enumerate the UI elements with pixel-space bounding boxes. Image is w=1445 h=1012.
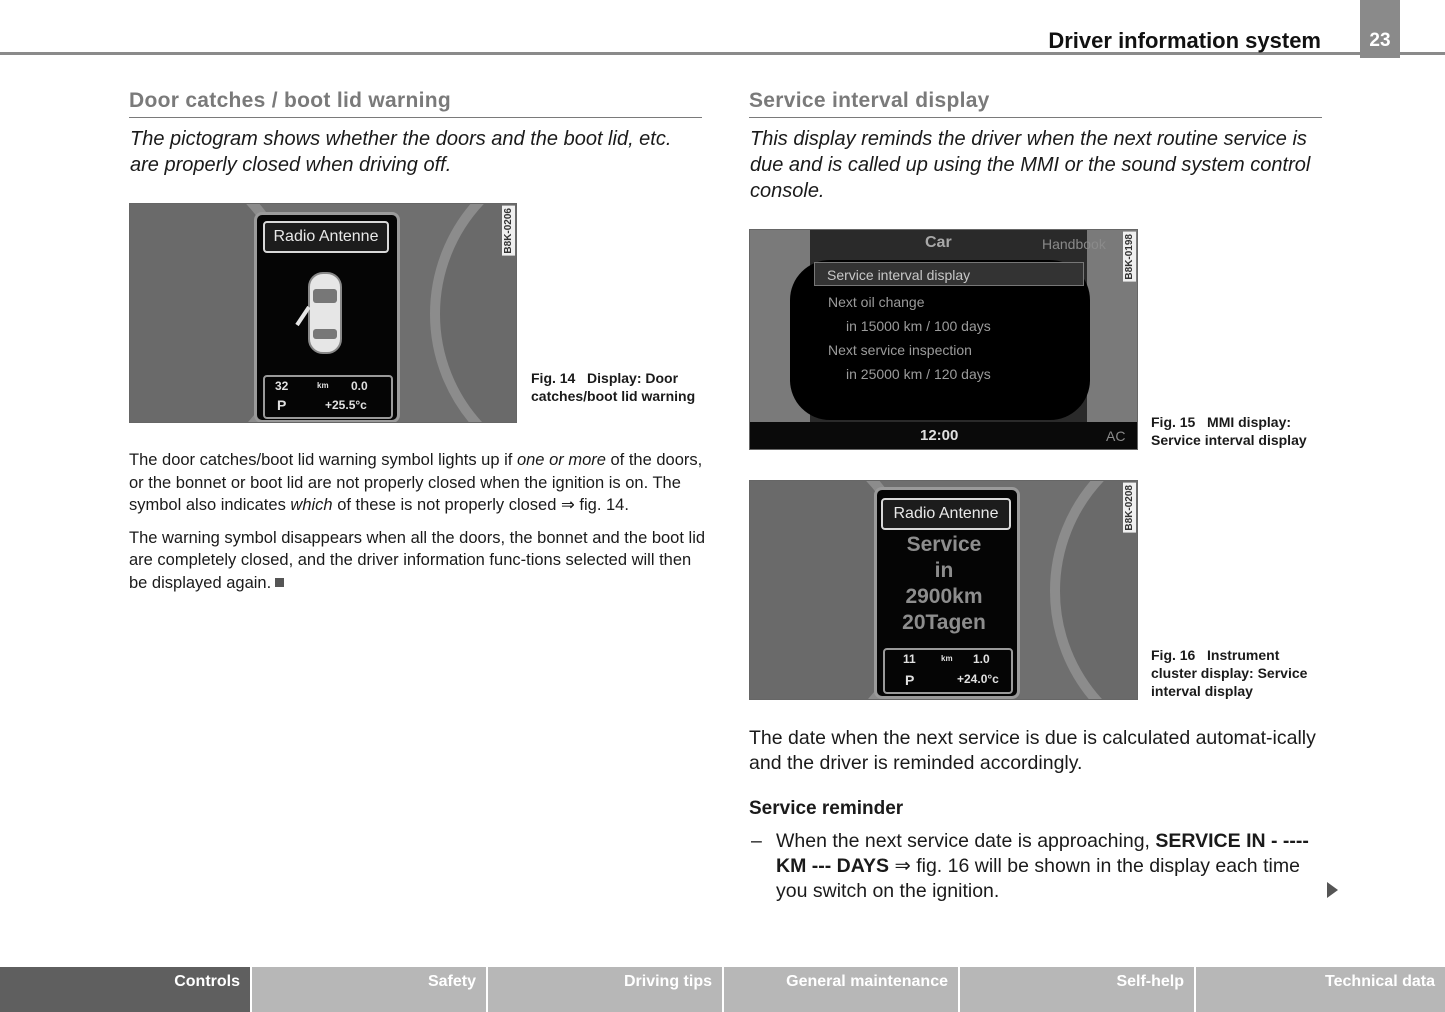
readout-gear: P [277,397,287,413]
bullet-service-reminder [749,829,1329,904]
readout-consumption: 0.0 [351,379,368,393]
tab-general-maintenance[interactable]: General maintenance [724,967,958,1012]
mmi-menu-service-interval: Service interval display [814,262,1084,286]
figure-code: B8K-0198 [1124,234,1135,280]
mmi-title-handbook: Handbook [1042,236,1106,252]
tab-controls[interactable]: Controls [0,967,250,1012]
radio-antenne-label: Radio Antenne [263,221,389,253]
radio-antenne-label: Radio Antenne [881,498,1011,530]
page-number-box [1360,0,1400,58]
mmi-next-inspection: Next service inspection [828,342,972,358]
bullet-text: When the next service date is approaching, SERVICE IN - ---- KM --- DAYS ⇒ fig. 16 will be shown in the display each time you switch on the ignition. [776,830,1309,902]
page-number: 23 [1369,30,1391,51]
car-top-view-icon [295,267,355,359]
figure-16-cluster-service [749,480,1138,700]
caption-text: MMI display: Service interval display [1151,414,1307,448]
mmi-ac-label: AC [1106,428,1126,444]
paragraph-warning-disappears: The warning symbol disappears when all the doors, the bonnet and the boot lid are completely closed, and the driver information func-tions selected will then be displayed again. [129,528,706,592]
trip-readout [883,648,1013,694]
service-word: Service [906,533,982,556]
figure-15-mmi-display [749,229,1138,450]
paragraph-door-warning: The door catches/boot lid warning symbol lights up if one or more of the doors, or the bonnet or boot lid are not properly closed when the ignition is on. The symbol also indicates which of these is not properly closed ⇒ fig. 14. [129,451,703,514]
caption-number: Fig. 14 [531,370,576,386]
cluster-screen [874,487,1020,699]
tab-technical-data[interactable]: Technical data [1196,967,1445,1012]
section-rule-left [129,117,702,118]
mmi-oil-change-value: in 15000 km / 100 days [846,318,991,334]
section-rule-right [749,117,1322,118]
figure-code: B8K-0206 [503,208,514,254]
figure-code: B8K-0208 [1124,485,1135,531]
section-heading-door-catches: Door catches / boot lid warning [129,89,451,112]
caption-number: Fig. 15 [1151,414,1196,430]
caption-fig-14 [531,369,701,405]
readout-gear: P [905,672,915,688]
body-text-left [129,449,709,604]
chapter-title: Driver information system [1048,28,1321,53]
section-heading-service-interval: Service interval display [749,89,990,112]
paragraph-service-date: The date when the next service is due is calculated automat-ically and the driver is reminded accordingly. [749,727,1316,774]
intro-door-catches: The pictogram shows whether the doors and the boot lid, etc. are properly closed when driving off. [130,128,672,176]
intro-service-interval: This display reminds the driver when the next routine service is due and is called up using the MMI or the sound system control console. [750,128,1311,202]
footer-nav-tabs [0,967,1445,1012]
mmi-inspection-value: in 25000 km / 120 days [846,366,991,382]
service-message [877,532,1011,636]
mmi-next-oil-change: Next oil change [828,294,925,310]
readout-unit: km [941,654,953,663]
readout-consumption: 1.0 [973,652,990,666]
readout-distance: 32 [275,379,289,393]
tab-safety[interactable]: Safety [252,967,486,1012]
trip-readout [263,375,393,419]
readout-temperature: +24.0°c [957,672,999,686]
readout-unit: km [317,381,329,390]
service-distance: 2900km [905,585,983,608]
service-days: 20Tagen [902,611,986,634]
figure-14-door-warning [129,203,517,423]
cluster-screen [254,212,400,423]
end-of-section-icon [275,578,284,587]
readout-distance: 11 [903,652,916,666]
caption-text: Display: Door catches/boot lid warning [531,370,696,404]
mmi-clock: 12:00 [920,427,959,444]
bullet-dash: – [751,830,762,852]
readout-temperature: +25.5°c [325,398,367,412]
caption-number: Fig. 16 [1151,647,1196,663]
caption-text: Instrument cluster display: Service interval display [1151,647,1308,699]
mmi-title-car: Car [925,234,952,251]
caption-fig-15 [1151,413,1326,449]
mmi-status-bar [750,422,1138,450]
subheading-service-reminder: Service reminder [749,798,904,819]
tab-driving-tips[interactable]: Driving tips [488,967,722,1012]
tab-self-help[interactable]: Self-help [960,967,1194,1012]
caption-fig-16 [1151,646,1329,700]
service-in-word: in [934,559,954,582]
continue-arrow-icon [1327,882,1338,898]
